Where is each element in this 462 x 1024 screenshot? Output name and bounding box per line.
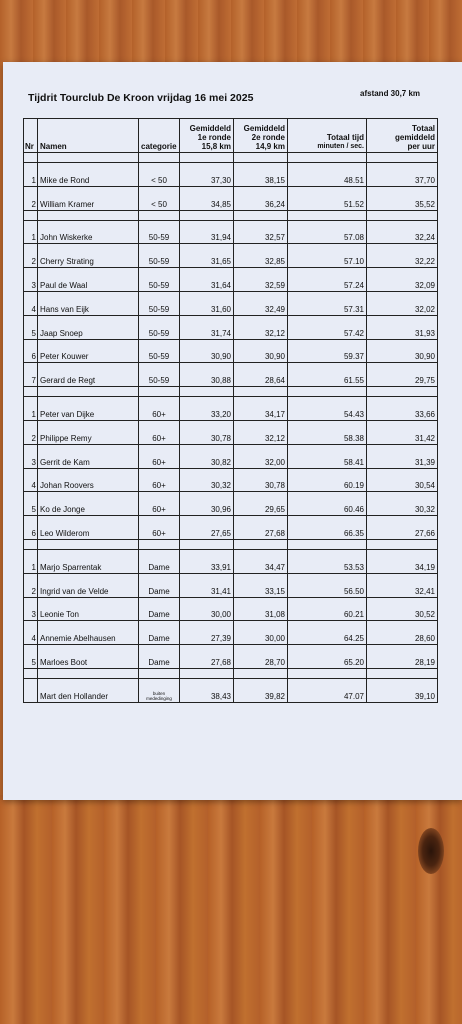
cell-name: Peter van Dijke: [38, 397, 139, 421]
cell-nr: 4: [24, 621, 38, 645]
table-row: [24, 645, 438, 669]
cell-ronde1: 31,41: [180, 573, 234, 597]
cell-totaal-gemiddeld: 33,66: [367, 397, 438, 421]
cell-totaal-gemiddeld: 35,52: [367, 186, 438, 210]
cell-totaal-gemiddeld: 34,19: [367, 549, 438, 573]
cell-nr: 6: [24, 339, 38, 363]
cell-ronde2: 27,68: [234, 516, 288, 540]
table-row: [24, 220, 438, 244]
cell-categorie: 50-59: [139, 268, 180, 292]
cell-totaal-tijd: 60.21: [288, 597, 367, 621]
cell-name: Philippe Remy: [38, 420, 139, 444]
cell-name: Ko de Jonge: [38, 492, 139, 516]
header-ronde2-line1: Gemiddeld: [243, 124, 285, 133]
table-row: [24, 363, 438, 387]
separator-cell: [288, 153, 367, 163]
cell-name: Marjo Sparrentak: [38, 549, 139, 573]
cell-nr: 3: [24, 597, 38, 621]
separator-cell: [234, 210, 288, 220]
table-row: [24, 420, 438, 444]
cell-totaal-gemiddeld: 30,54: [367, 468, 438, 492]
cell-name: Ingrid van de Velde: [38, 573, 139, 597]
cell-categorie: 50-59: [139, 315, 180, 339]
cell-ronde2: 36,24: [234, 186, 288, 210]
cell-totaal-tijd: 58.41: [288, 444, 367, 468]
table-header-row: [24, 119, 438, 153]
cell-ronde1: 31,94: [180, 220, 234, 244]
cell-ronde1: 31,60: [180, 291, 234, 315]
cell-totaal-gemiddeld: 28,19: [367, 645, 438, 669]
separator-cell: [38, 539, 139, 549]
cell-totaal-tijd: 60.19: [288, 468, 367, 492]
cell-ronde2: 32,59: [234, 268, 288, 292]
separator-cell: [180, 387, 234, 397]
separator-cell: [38, 153, 139, 163]
cell-nr: 1: [24, 163, 38, 187]
cell-totaal-gemiddeld: 31,39: [367, 444, 438, 468]
cell-ronde1: 30,32: [180, 468, 234, 492]
cell-ronde2: 38,15: [234, 163, 288, 187]
cell-nr: 7: [24, 363, 38, 387]
cell-name: Paul de Waal: [38, 268, 139, 292]
results-sheet: [3, 62, 462, 800]
table-row: [24, 268, 438, 292]
separator-cell: [180, 210, 234, 220]
cell-nr: [24, 678, 38, 702]
cell-name: Mart den Hollander: [38, 678, 139, 702]
header-totaal-tijd-line2: minuten / sec.: [317, 143, 364, 150]
separator-cell: [288, 210, 367, 220]
separator-cell: [180, 539, 234, 549]
group-separator-row: [24, 210, 438, 220]
cell-categorie: < 50: [139, 163, 180, 187]
separator-cell: [180, 668, 234, 678]
table-row: [24, 468, 438, 492]
group-separator-row: [24, 153, 438, 163]
cell-name: William Kramer: [38, 186, 139, 210]
header-ronde1-line1: Gemiddeld: [189, 124, 231, 133]
separator-cell: [24, 539, 38, 549]
cell-name: Jaap Snoep: [38, 315, 139, 339]
cell-ronde2: 30,90: [234, 339, 288, 363]
separator-cell: [288, 668, 367, 678]
table-row: [24, 492, 438, 516]
table-row: [24, 597, 438, 621]
cell-totaal-gemiddeld: 31,93: [367, 315, 438, 339]
cell-categorie: 50-59: [139, 244, 180, 268]
cell-ronde1: 30,88: [180, 363, 234, 387]
table-row: [24, 573, 438, 597]
cell-name: Mike de Rond: [38, 163, 139, 187]
cell-ronde2: 32,12: [234, 420, 288, 444]
group-separator-row: [24, 387, 438, 397]
separator-cell: [139, 210, 180, 220]
cell-ronde1: 27,39: [180, 621, 234, 645]
cell-nr: 5: [24, 492, 38, 516]
header-totaal-tijd-line1: Totaal tijd: [326, 133, 364, 142]
table-row: [24, 516, 438, 540]
header-namen: Namen: [38, 119, 139, 153]
header-ronde2-line2: 2e ronde: [251, 133, 285, 142]
cell-ronde1: 30,90: [180, 339, 234, 363]
cell-categorie: Dame: [139, 597, 180, 621]
table-row: [24, 339, 438, 363]
group-separator-row: [24, 668, 438, 678]
separator-cell: [234, 668, 288, 678]
table-row: [24, 397, 438, 421]
cell-nr: 2: [24, 244, 38, 268]
header-totaal-gem-line1: Totaal: [412, 124, 435, 133]
cell-categorie: 50-59: [139, 339, 180, 363]
header-totaal-tijd: [288, 119, 367, 153]
cell-ronde1: 33,91: [180, 549, 234, 573]
cell-ronde2: 34,17: [234, 397, 288, 421]
cell-totaal-tijd: 57.24: [288, 268, 367, 292]
cell-totaal-tijd: 47.07: [288, 678, 367, 702]
cell-categorie: 60+: [139, 397, 180, 421]
cell-ronde1: 27,68: [180, 645, 234, 669]
separator-cell: [139, 668, 180, 678]
separator-cell: [367, 210, 438, 220]
cell-ronde2: 30,78: [234, 468, 288, 492]
cell-categorie: Dame: [139, 573, 180, 597]
cell-categorie: < 50: [139, 186, 180, 210]
wood-background-top: [0, 0, 462, 62]
cell-ronde1: 33,20: [180, 397, 234, 421]
cell-totaal-tijd: 48.51: [288, 163, 367, 187]
cell-ronde1: 30,00: [180, 597, 234, 621]
separator-cell: [367, 668, 438, 678]
table-row: [24, 621, 438, 645]
cell-nr: 2: [24, 573, 38, 597]
cell-ronde2: 29,65: [234, 492, 288, 516]
cell-totaal-tijd: 54.43: [288, 397, 367, 421]
cell-ronde1: 31,65: [180, 244, 234, 268]
separator-cell: [139, 387, 180, 397]
separator-cell: [24, 153, 38, 163]
cell-totaal-tijd: 60.46: [288, 492, 367, 516]
cell-ronde2: 31,08: [234, 597, 288, 621]
cell-ronde2: 32,57: [234, 220, 288, 244]
cell-nr: 1: [24, 549, 38, 573]
cell-name: Annemie Abelhausen: [38, 621, 139, 645]
cell-name: John Wiskerke: [38, 220, 139, 244]
header-totaal-gem-line3: per uur: [407, 142, 435, 151]
header-ronde2-line3: 14,9 km: [255, 142, 285, 151]
cell-name: Johan Roovers: [38, 468, 139, 492]
header-ronde1: [180, 119, 234, 153]
table-row: [24, 678, 438, 702]
separator-cell: [288, 539, 367, 549]
separator-cell: [24, 210, 38, 220]
cell-totaal-tijd: 58.38: [288, 420, 367, 444]
cell-categorie: 50-59: [139, 363, 180, 387]
cell-categorie: 60+: [139, 444, 180, 468]
cell-ronde1: 27,65: [180, 516, 234, 540]
cell-nr: 2: [24, 420, 38, 444]
cell-totaal-gemiddeld: 28,60: [367, 621, 438, 645]
cell-name: Hans van Eijk: [38, 291, 139, 315]
header-totaal-gem-line2: gemiddeld: [394, 133, 435, 142]
cell-totaal-gemiddeld: 37,70: [367, 163, 438, 187]
separator-cell: [234, 153, 288, 163]
separator-cell: [288, 387, 367, 397]
separator-cell: [38, 387, 139, 397]
cell-totaal-gemiddeld: 39,10: [367, 678, 438, 702]
table-row: [24, 186, 438, 210]
cell-ronde1: 37,30: [180, 163, 234, 187]
cell-totaal-gemiddeld: 32,24: [367, 220, 438, 244]
cell-name: Gerard de Regt: [38, 363, 139, 387]
table-row: [24, 163, 438, 187]
separator-cell: [367, 539, 438, 549]
cell-totaal-tijd: 53.53: [288, 549, 367, 573]
separator-cell: [38, 210, 139, 220]
cell-totaal-tijd: 65.20: [288, 645, 367, 669]
cell-ronde2: 32,49: [234, 291, 288, 315]
table-row: [24, 244, 438, 268]
cell-ronde2: 33,15: [234, 573, 288, 597]
separator-cell: [234, 387, 288, 397]
cell-ronde2: 39,82: [234, 678, 288, 702]
cell-name: Gerrit de Kam: [38, 444, 139, 468]
cell-categorie: 50-59: [139, 291, 180, 315]
cell-totaal-gemiddeld: 32,22: [367, 244, 438, 268]
cell-nr: 4: [24, 291, 38, 315]
cell-nr: 5: [24, 645, 38, 669]
header-categorie: categorie: [139, 119, 180, 153]
cell-nr: 1: [24, 220, 38, 244]
separator-cell: [234, 539, 288, 549]
cell-totaal-tijd: 57.08: [288, 220, 367, 244]
cell-name: Leo Wilderom: [38, 516, 139, 540]
cell-ronde1: 30,78: [180, 420, 234, 444]
cell-totaal-tijd: 57.31: [288, 291, 367, 315]
cell-totaal-gemiddeld: 31,42: [367, 420, 438, 444]
cell-ronde2: 30,00: [234, 621, 288, 645]
separator-cell: [139, 153, 180, 163]
cell-totaal-gemiddeld: 32,41: [367, 573, 438, 597]
wood-background-bottom: [0, 795, 462, 1024]
separator-cell: [24, 387, 38, 397]
cell-categorie: Dame: [139, 645, 180, 669]
cell-name: Leonie Ton: [38, 597, 139, 621]
cell-totaal-gemiddeld: 30,52: [367, 597, 438, 621]
separator-cell: [139, 539, 180, 549]
cell-ronde1: 38,43: [180, 678, 234, 702]
cell-ronde1: 31,74: [180, 315, 234, 339]
separator-cell: [367, 387, 438, 397]
distance-label: afstand 30,7 km: [360, 89, 421, 98]
cell-ronde1: 34,85: [180, 186, 234, 210]
cell-nr: 2: [24, 186, 38, 210]
cell-ronde1: 30,96: [180, 492, 234, 516]
cell-totaal-gemiddeld: 30,90: [367, 339, 438, 363]
header-ronde1-line2: 1e ronde: [197, 133, 231, 142]
cell-name: Marloes Boot: [38, 645, 139, 669]
separator-cell: [180, 153, 234, 163]
cell-totaal-gemiddeld: 32,09: [367, 268, 438, 292]
cell-nr: 3: [24, 444, 38, 468]
cell-totaal-gemiddeld: 32,02: [367, 291, 438, 315]
cell-nr: 3: [24, 268, 38, 292]
wood-knot: [418, 828, 444, 874]
group-separator-row: [24, 539, 438, 549]
table-row: [24, 444, 438, 468]
cell-nr: 4: [24, 468, 38, 492]
cell-categorie: Dame: [139, 549, 180, 573]
cell-categorie: Dame: [139, 621, 180, 645]
header-nr: Nr: [24, 119, 38, 153]
cell-totaal-tijd: 51.52: [288, 186, 367, 210]
cell-ronde2: 32,12: [234, 315, 288, 339]
table-row: [24, 291, 438, 315]
cell-ronde2: 32,85: [234, 244, 288, 268]
cell-ronde1: 30,82: [180, 444, 234, 468]
cell-totaal-tijd: 57.42: [288, 315, 367, 339]
cell-totaal-tijd: 59.37: [288, 339, 367, 363]
cell-ronde1: 31,64: [180, 268, 234, 292]
separator-cell: [367, 153, 438, 163]
cell-totaal-gemiddeld: 29,75: [367, 363, 438, 387]
cell-nr: 6: [24, 516, 38, 540]
cell-totaal-tijd: 56.50: [288, 573, 367, 597]
cell-totaal-tijd: 57.10: [288, 244, 367, 268]
cell-totaal-gemiddeld: 30,32: [367, 492, 438, 516]
cell-categorie: buiten mededinging: [139, 678, 180, 702]
cell-categorie: 50-59: [139, 220, 180, 244]
cell-totaal-tijd: 61.55: [288, 363, 367, 387]
cell-ronde2: 34,47: [234, 549, 288, 573]
header-ronde1-line3: 15,8 km: [201, 142, 231, 151]
cell-name: Cherry Strating: [38, 244, 139, 268]
cell-nr: 1: [24, 397, 38, 421]
header-ronde2: [234, 119, 288, 153]
cell-totaal-tijd: 66.35: [288, 516, 367, 540]
table-row: [24, 315, 438, 339]
table-row: [24, 549, 438, 573]
cell-totaal-gemiddeld: 27,66: [367, 516, 438, 540]
cell-categorie: 60+: [139, 420, 180, 444]
results-body: [24, 153, 438, 703]
cell-totaal-tijd: 64.25: [288, 621, 367, 645]
cell-name: Peter Kouwer: [38, 339, 139, 363]
cell-ronde2: 28,70: [234, 645, 288, 669]
cell-categorie: 60+: [139, 468, 180, 492]
header-totaal-gemiddeld: [367, 119, 438, 153]
cell-categorie: 60+: [139, 516, 180, 540]
results-table: [23, 118, 438, 703]
cell-ronde2: 32,00: [234, 444, 288, 468]
separator-cell: [24, 668, 38, 678]
separator-cell: [38, 668, 139, 678]
cell-categorie: 60+: [139, 492, 180, 516]
cell-ronde2: 28,64: [234, 363, 288, 387]
cell-nr: 5: [24, 315, 38, 339]
document-title: Tijdrit Tourclub De Kroon vrijdag 16 mei 2025: [28, 92, 254, 104]
